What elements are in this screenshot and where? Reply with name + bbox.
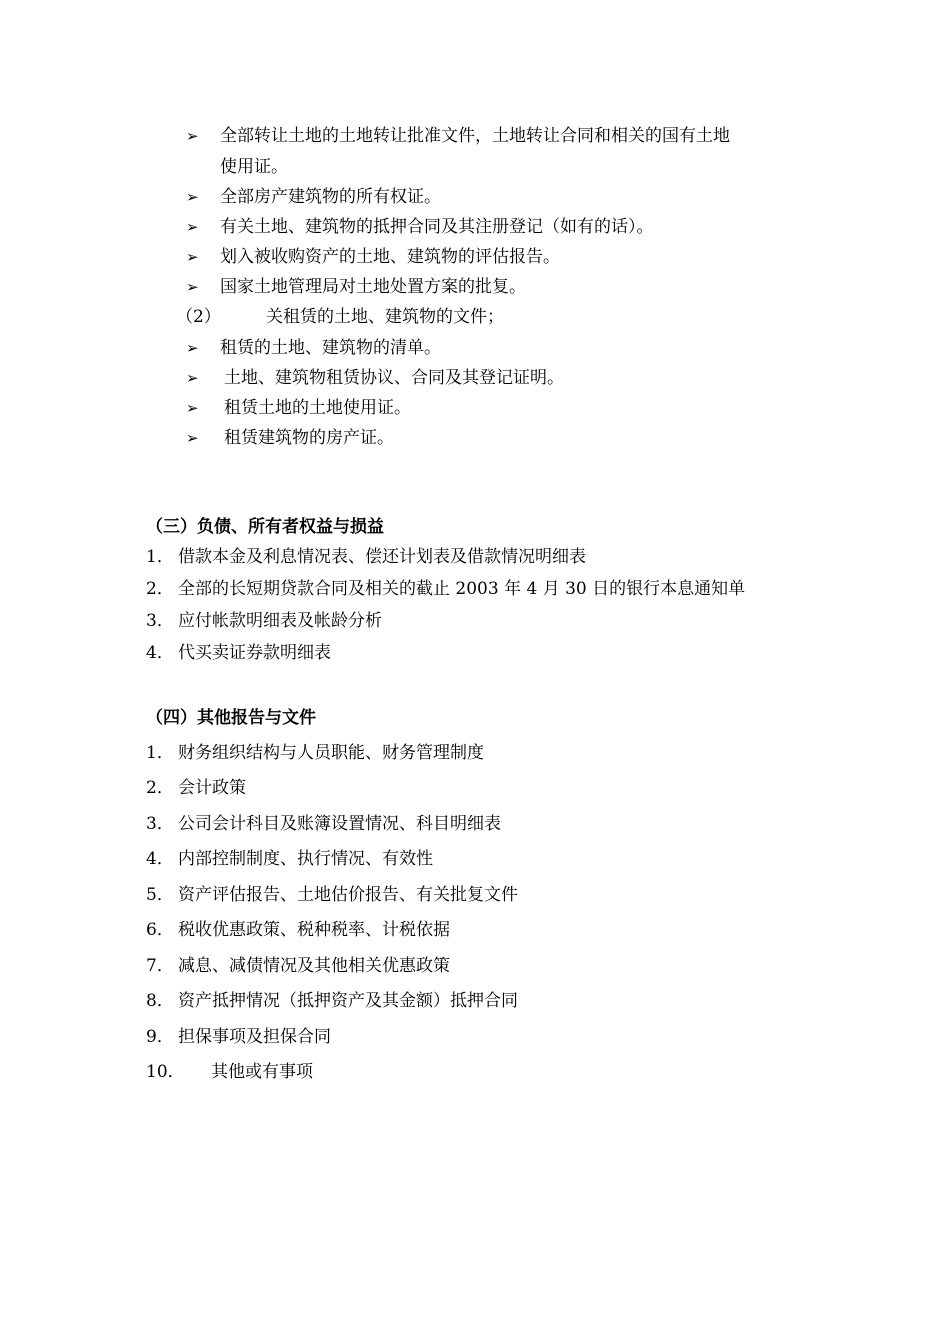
list-item: 代买卖证券款明细表 <box>178 643 331 663</box>
list-item: 全部房产建筑物的所有权证。 <box>220 187 441 207</box>
list-item: 划入被收购资产的土地、建筑物的评估报告。 <box>220 247 560 267</box>
list-item: 全部的长短期贷款合同及相关的截止 2003 年 4 月 30 日的银行本息通知单 <box>178 579 746 599</box>
list-item: 国家土地管理局对土地处置方案的批复。 <box>220 277 526 297</box>
list-item: 有关土地、建筑物的抵押合同及其注册登记（如有的话）。 <box>220 217 654 237</box>
item-number: 6． <box>146 920 174 940</box>
arrow-bullet-icon: ➢ <box>186 248 199 266</box>
item-number: 2． <box>146 579 174 599</box>
item-number: 7． <box>146 956 174 976</box>
item-number: 10． <box>146 1062 185 1082</box>
list-item: 资产评估报告、土地估价报告、有关批复文件 <box>178 885 518 905</box>
list-item: 借款本金及利息情况表、偿还计划表及借款情况明细表 <box>178 547 586 567</box>
arrow-bullet-icon: ➢ <box>186 188 199 206</box>
subsection-number: （2） <box>176 307 221 327</box>
item-number: 4． <box>146 849 174 869</box>
list-item: 租赁建筑物的房产证。 <box>224 428 394 448</box>
item-number: 3． <box>146 814 174 834</box>
section-heading: （四）其他报告与文件 <box>146 708 316 728</box>
section-heading: （三）负债、所有者权益与损益 <box>146 517 384 537</box>
list-item: 土地、建筑物租赁协议、合同及其登记证明。 <box>224 368 564 388</box>
item-number: 1． <box>146 743 174 763</box>
list-item: 担保事项及担保合同 <box>178 1027 331 1047</box>
list-item: 其他或有事项 <box>211 1062 313 1082</box>
list-item: 全部转让土地的土地转让批准文件，土地转让合同和相关的国有土地 <box>220 126 730 146</box>
item-number: 8． <box>146 991 174 1011</box>
arrow-bullet-icon: ➢ <box>186 339 199 357</box>
list-item: 公司会计科目及账簿设置情况、科目明细表 <box>178 814 501 834</box>
item-number: 2． <box>146 778 174 798</box>
item-number: 5． <box>146 885 174 905</box>
item-number: 1． <box>146 547 174 567</box>
arrow-bullet-icon: ➢ <box>186 278 199 296</box>
list-item: 租赁的土地、建筑物的清单。 <box>220 338 441 358</box>
item-number: 3． <box>146 611 174 631</box>
list-item: 会计政策 <box>178 778 246 798</box>
list-item: 税收优惠政策、税种税率、计税依据 <box>178 920 450 940</box>
arrow-bullet-icon: ➢ <box>186 369 199 387</box>
item-number: 9． <box>146 1027 174 1047</box>
arrow-bullet-icon: ➢ <box>186 127 199 145</box>
list-item: 内部控制制度、执行情况、有效性 <box>178 849 433 869</box>
subsection-title: 关租赁的土地、建筑物的文件； <box>266 307 504 327</box>
list-item-continuation: 使用证。 <box>220 157 288 177</box>
arrow-bullet-icon: ➢ <box>186 429 199 447</box>
arrow-bullet-icon: ➢ <box>186 218 199 236</box>
arrow-bullet-icon: ➢ <box>186 399 199 417</box>
list-item: 财务组织结构与人员职能、财务管理制度 <box>178 743 484 763</box>
list-item: 应付帐款明细表及帐龄分析 <box>178 611 382 631</box>
list-item: 减息、减债情况及其他相关优惠政策 <box>178 956 450 976</box>
item-number: 4． <box>146 643 174 663</box>
list-item: 资产抵押情况（抵押资产及其金额）抵押合同 <box>178 991 518 1011</box>
list-item: 租赁土地的土地使用证。 <box>224 398 411 418</box>
